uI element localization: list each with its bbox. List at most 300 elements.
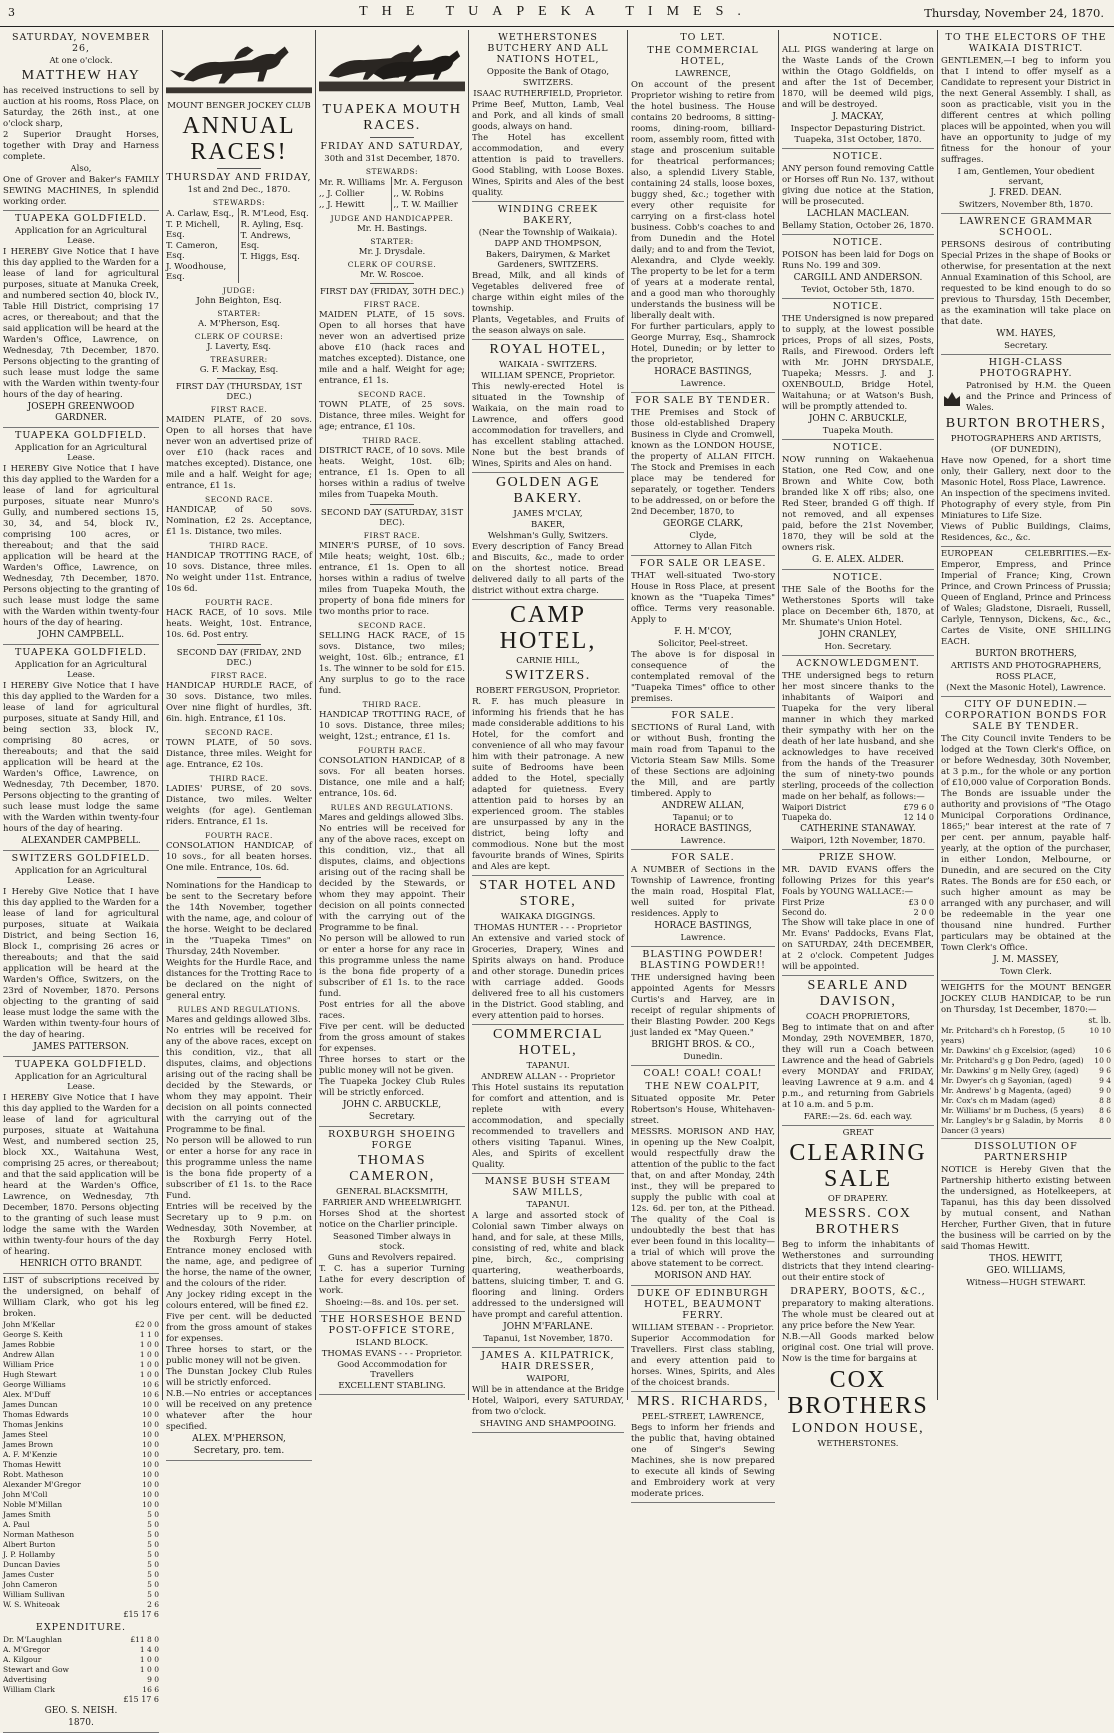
ad-proprietor: ISAAC RUTHERFIELD, Proprietor.	[473, 89, 623, 99]
row-amount: 10 6	[142, 1390, 159, 1399]
judge-heading: JUDGE AND HANDICAPPER.	[330, 214, 454, 223]
lease-signature: JAMES PATTERSON.	[33, 1042, 129, 1052]
rule-text: No person will be allowed to run or enter a horse for any race in this programme unless the name is the bona fide property of a subscriber of £1 1s. to the Race Fund.	[166, 1136, 312, 1201]
ad-subtitle: Situated opposite Mr. Peter Robertson's House, Whitehaven-street.	[631, 1094, 775, 1126]
lease-notice-4	[3, 1059, 159, 1274]
lease-text: I HEREBY Give Notice that I have this day applied to the Warden for a lease of land for agricultural purposes, situate at Manuka Creek, and numbered section 40, block IV., Table Hill District, comprising 17 acres, or thereabout; and that the said application will be heard at the Warden's Office, Lawrence, on Wednesday, 7th December, 1870. Persons objecting to the granting of such lease must lodge the same with the Warden within twenty-four hours of the day of hearing.	[3, 247, 159, 400]
notice-timber	[782, 301, 934, 440]
race-text: HANDICAP HURDLE RACE, of 30 sovs. Distance, two miles. Over nine flight of hurdles, 3ft. 6in. high. Entrance, £1 10s.	[166, 681, 312, 724]
expenditure-heading: EXPENDITURE.	[35, 1622, 127, 1633]
ad-text: EUROPEAN CELEBRITIES.—Ex-Emperor, Empress, and Prince Imperial of France; King, Crown Prince, and Crown Princess of Prussia; Queen of England, Prince and Princess of Wales; Gladstone, Disraeli, Russell, Carlyle, Tennyson, Dickens, &c., &c., Cartes de Visite, ONE SHILLING EACH.	[941, 549, 1111, 647]
forge-prices: Shoeing:—8s. and 10s. per set.	[325, 1298, 459, 1308]
royal-crest-icon	[941, 389, 963, 407]
clerk-heading: CLERK OF COURSE:	[194, 332, 284, 341]
list-row	[3, 1580, 159, 1590]
steward-name: T. Andrews, Esq.	[240, 231, 291, 251]
row-amount: 8 6	[1099, 1106, 1111, 1115]
subscription-rows	[3, 1320, 159, 1610]
list-row	[3, 1390, 159, 1400]
race-heading: THIRD RACE.	[209, 541, 269, 550]
row-name: Norman Matheson	[3, 1530, 75, 1539]
ad-role: Attorney to Allan Fitch	[653, 542, 753, 552]
notice-text: The Show will take place in one of Mr. Evans' Paddocks, Evans Flat, on SATURDAY, 24th DECEMBER, at 2 o'clock. Competent Judges will be appointed.	[782, 918, 934, 972]
list-row	[3, 1685, 159, 1695]
list-row	[3, 1550, 159, 1560]
row-name: Andrew Allan	[3, 1350, 55, 1359]
ad-closing: I am, Gentlemen, Your obedient servant,	[957, 167, 1095, 187]
for-sale-ad-2	[631, 852, 775, 947]
lease-signature: JOHN CAMPBELL.	[37, 630, 125, 640]
ad-firm-large: COX BROTHERS	[787, 1367, 929, 1419]
racehorses-engraving-icon	[319, 30, 465, 100]
ad-title: WEIGHTS for the MOUNT BENGER JOCKEY CLUB HANDICAP, to be run on Thursday, 1st December, 1870:—	[941, 983, 1111, 1015]
ad-role: Secretary.	[1004, 341, 1048, 351]
clerk-name: J. Laverty, Esq.	[207, 342, 271, 352]
column-7	[938, 30, 1114, 1400]
ad-text: The City Council invite Tenders to be lodged at the Town Clerk's Office, on or before Wednesday, 30th November, at 3 p.m., for the whole or any portion of £10,000 value of Corporation Bonds. The Bonds are issuable under the authority and provisions of "The Otago Municipal Corporations Ordinance, 1865;" bear interest at the rate of 7 per cent. per annum, payable half-yearly, at the option of the purchaser, in either London, Melbourne, or Dunedin, and are secured on the City Rates. The Bonds are for £50 each, or such higher amount as may be arranged with any purchaser, and will be redeemable in the year one thousand nine hundred. Further particulars may be obtained at the Town Clerk's Office.	[941, 734, 1111, 953]
row-amount: 1 4 0	[139, 1645, 159, 1654]
row-name: Mr. Pritchard's ch h Forestop, (5 years)	[941, 1026, 1066, 1045]
row-amount: 5 0	[147, 1590, 159, 1599]
forge-text: Seasoned Timber always in stock.	[333, 1232, 451, 1252]
row-name: A. F. M'Kenzie	[3, 1450, 58, 1459]
duke-of-edinburgh-hotel-ad	[631, 1288, 775, 1392]
row-amount: 1 0 0	[139, 1665, 159, 1674]
row-name: Mr. Pritchard's g g Don Pedro, (aged)	[941, 1056, 1084, 1065]
rule-text: Entries will be received by the Secretary up to 9 p.m. on Wednesday, 30th November, at the Roxburgh Ferry Hotel. Entrance money enclosed with the name, age, and pedigree of the horse, the name of the owner, and the colours of the rider.	[166, 1202, 312, 1289]
row-name: James Smith	[3, 1510, 51, 1519]
race-heading: FIRST RACE.	[363, 300, 421, 309]
ad-signature: HORACE BASTINGS,	[654, 921, 752, 931]
column-2	[163, 30, 315, 1456]
treasurer-heading: TREASURER:	[210, 355, 268, 364]
first-day-heading: FIRST DAY (FRIDAY, 30TH DEC.)	[319, 287, 465, 297]
row-amount: 5 0	[147, 1510, 159, 1519]
newspaper-title: THE TUAPEKA TIMES.	[359, 4, 755, 19]
mrs-richards-ad	[631, 1394, 775, 1503]
race-heading: THIRD RACE.	[209, 774, 269, 783]
ad-signature: J. M. MASSEY,	[993, 955, 1059, 965]
row-name: Mr. Williams' br m Duchess, (5 years)	[941, 1106, 1084, 1115]
corporation-bonds-ad	[941, 699, 1111, 981]
ad-title: THE NEW COALPIT,	[645, 1081, 761, 1092]
prize-show	[782, 852, 934, 976]
row-amount: 5 0	[147, 1560, 159, 1569]
ad-text: This Hotel sustains its reputation for comfort and attention, and is replete with every accommodation, and specially recommended to travellers and others visiting Tapanui. Wines, Ales, and Spirits of excellent Quality.	[472, 1083, 624, 1170]
list-row	[3, 1530, 159, 1540]
ad-subtitle: TAPANUI.	[526, 1061, 570, 1071]
dissolution-ad	[941, 1141, 1111, 1291]
lease-subtitle: Application for an Agricultural Lease.	[14, 226, 148, 246]
ad-text: SECTIONS of Rural Land, with or without Bush, fronting the main road from Tapanui to the Victoria Steam Saw Mills. Some of these Sections are adjoining the Mill, and are partly timbered. Apply to	[631, 723, 775, 799]
ad-text: Have now Opened, for a short time only, their Gallery, next door to the Masonic Hotel, Ross Place, Lawrence.	[941, 456, 1111, 488]
row-name: Duncan Davies	[3, 1560, 60, 1569]
row-amount: 9 0	[1099, 1086, 1111, 1095]
steward-name: R. Ayling, Esq.	[240, 220, 304, 230]
ad-text: Photography of every style, from Pin Miniatures to Life Size.	[941, 500, 1111, 521]
ad-text: Bakers, Dairymen, & Market Gardeners, SWITZERS.	[485, 250, 611, 270]
row-name: Tuapeka do.	[782, 813, 832, 822]
ad-text: Will be in attendance at the Bridge Hotel, Waipori, every SATURDAY, from two o'clock.	[472, 1385, 624, 1417]
ad-text: PERSONS desirous of contributing Special Prizes in the shape of Books or otherwise, for presentation at the next Annual Examination of this School, are requested to be kind enough to do so previous to Thursday, 15th December, as the examination will take place on that date.	[941, 240, 1111, 327]
row-name: A. Paul	[3, 1520, 30, 1529]
race-dates: 1st and 2nd Dec., 1870.	[187, 185, 291, 195]
notice-date: Tuapeka, 31st October, 1870.	[794, 135, 922, 145]
notice-heading: NOTICE.	[832, 301, 884, 312]
row-name: A. M'Gregor	[3, 1645, 50, 1654]
notice-text: MR. DAVID EVANS offers the following Prizes for this year's Foals by YOUNG WALLACE:—	[782, 865, 934, 897]
row-name: Waipori District	[782, 803, 847, 812]
notice-heading: NOTICE.	[832, 442, 884, 453]
list-row	[3, 1440, 159, 1450]
row-amount: 10 0	[1094, 1056, 1111, 1065]
subscription-list	[3, 1276, 159, 1733]
ad-text: Every description of Fancy Bread and Biscuits, &c., made to order on the shortest notice. Bread delivered daily to all parts of the district without extra charge.	[472, 542, 624, 596]
column-4	[469, 30, 627, 1429]
steward-name: Mr. R. Williams	[319, 178, 385, 188]
list-row	[3, 1330, 159, 1340]
notice-heading: ACKNOWLEDGMENT.	[796, 658, 920, 669]
list-row	[3, 1350, 159, 1360]
ad-place-2: (Next the Masonic Hotel), Lawrence.	[946, 683, 1106, 693]
ad-title: WINDING CREEK BAKERY,	[497, 204, 599, 226]
list-row	[3, 1460, 159, 1470]
ad-title: JAMES A. KILPATRICK, HAIR DRESSER,	[481, 1350, 615, 1372]
steward-name: T. Cameron, Esq.	[166, 241, 218, 261]
row-amount: £2 0 0	[135, 1320, 159, 1329]
list-row	[3, 1510, 159, 1520]
ad-firm: BURTON BROTHERS,	[975, 649, 1077, 659]
race-text: TOWN PLATE, of 50 sovs. Distance, three miles. Weight for age. Entrance, £2 10s.	[166, 738, 312, 770]
electors-ad	[941, 32, 1111, 214]
notice-text: NOW running on Wakaehenua Station, one Red Cow, and one Brown and White Cow, both branded like X off ribs; also, one Red Steer, branded G off thigh. If not removed, and all expenses paid, before the 21st November, 1870, they will be sold at the owners risk.	[782, 455, 934, 553]
ad-text: Superior Accommodation for Travellers. First class stabling, and every attention paid to horses. Wines, Spirits, and Ales of the choicest brands.	[631, 1334, 775, 1388]
notice-signature: JOHN CRANLEY,	[819, 630, 897, 640]
notice-text: THE undersigned begs to return her most sincere thanks to the inhabitants of Waipori and Tuapeka for the very liberal manner in which they marked their sympathy with her on the death of her late husband, and she acknowledges to have received from the hands of the Treasurer the sum of ninety-two pounds sterling, proceeds of the collection made on her behalf, as follows:—	[782, 671, 934, 802]
stewards-heading: STEWARDS:	[365, 167, 419, 176]
treasurer-name: G. F. Mackay, Esq.	[199, 365, 279, 375]
ad-title: CLEARING SALE	[789, 1140, 927, 1192]
rules-heading: RULES AND REGULATIONS.	[330, 803, 454, 812]
steward-name: ,, T. W. Maillier	[393, 200, 458, 210]
race-text: HANDICAP, of 50 sovs. Nomination, £2 2s. Acceptance, £1 1s. Distance, two miles.	[166, 505, 312, 537]
auction-ad	[3, 32, 159, 211]
race-heading: FOURTH RACE.	[205, 831, 273, 840]
row-amount: 5 0	[147, 1520, 159, 1529]
ad-heading: FOR SALE.	[671, 852, 735, 863]
list-row	[3, 1590, 159, 1600]
ad-title: ROYAL HOTEL,	[489, 342, 607, 357]
judge-heading: JUDGE:	[222, 286, 256, 295]
ad-proprietor: WILLIAM STEBAN - - Proprietor.	[631, 1323, 775, 1333]
issue-date: Thursday, November 24, 1870.	[924, 6, 1104, 20]
ad-text: The above is for disposal in consequence of the contemplated removal of the "Tuapeka Times" office to other premises.	[631, 650, 775, 704]
columns	[0, 30, 1114, 1728]
mount-benger-races-ad	[166, 30, 312, 1461]
lease-notice-1	[3, 213, 159, 428]
golden-age-bakery-ad	[472, 475, 624, 600]
notice-text: ANY person found removing Cattle or Horses off Run No. 137, without giving due notice at the Station, will be prosecuted.	[782, 164, 934, 207]
ad-place: Tapanui; or to	[672, 813, 734, 823]
steward-name: ,, J. Collier	[319, 189, 365, 199]
ad-text: THAT well-situated Two-story House in Ross Place, at present known as the "Tuapeka Times" office. Terms very reasonable. Apply to	[631, 571, 775, 625]
forge-text: Horses Shod at the shortest notice on the Charlier principle.	[319, 1209, 465, 1230]
ad-heading: TO LET.	[680, 32, 726, 43]
horseshoe-bend-ad	[319, 1314, 465, 1395]
notice-cattle	[782, 151, 934, 235]
row-name: John Cameron	[3, 1580, 58, 1589]
race-text: DISTRICT RACE, of 10 sovs. Mile heats. Weight, 10st. 6lb; entrance, £1 1s. Open to all horses within a radius of twelve miles from Tuapeka Mouth.	[319, 446, 465, 500]
ad-text: An extensive and varied stock of Groceries, Drapery, Wines and Spirits always on hand. Produce and other storage. Dunedin prices with carriage added. Goods delivered free to all his customers in the District. Good stabling, and every attention paid to horses.	[472, 934, 624, 1021]
ad-witness: Witness—HUGH STEWART.	[966, 1278, 1086, 1288]
ad-proprietor: ROBERT FERGUSON, Proprietor.	[475, 686, 621, 696]
race-heading: SECOND RACE.	[204, 728, 274, 737]
ad-text: NOTICE is Hereby Given that the Partnership hitherto existing between the undersigned, as Hotelkeepers, at Tapanui, has this day been dissolved by mutual consent, and Nathan Hercher, Further Given, that in future the business will be carried on by the said Thomas Hewitt.	[941, 1165, 1111, 1252]
rule-text: Five per cent. will be deducted from the gross amount of stakes for expenses.	[319, 1022, 465, 1054]
second-day-races	[166, 671, 312, 874]
race-days: THURSDAY AND FRIDAY,	[166, 172, 312, 183]
second-day-heading: SECOND DAY (SATURDAY, 31ST DEC).	[320, 508, 464, 528]
lease-notice-2	[3, 430, 159, 645]
ad-text: preparatory to making alterations. The whole must be cleared out at any price before the New Year.	[782, 1299, 934, 1331]
row-name: Mr. Dawkins' g m Nelly Grey, (aged)	[941, 1066, 1079, 1075]
notice-heading: NOTICE.	[832, 32, 884, 43]
notice-date: Bellamy Station, October 26, 1870.	[782, 221, 934, 231]
lease-subtitle: Application for an Agricultural Lease.	[14, 1072, 148, 1092]
ad-signature: F. H. M'COY,	[674, 627, 732, 637]
weights-rows	[941, 1026, 1111, 1136]
race-text: LADIES' PURSE, of 20 sovs. Distance, two miles. Welter weights (for age). Gentleman riders. Entrance, £1 1s.	[166, 784, 312, 827]
clerk-heading: CLERK OF COURSE.	[347, 260, 437, 269]
row-amount: 1 0 0	[139, 1350, 159, 1359]
lease-subtitle: Application for an Agricultural Lease.	[14, 660, 148, 680]
ad-place: Welshman's Gully, Switzers.	[487, 531, 609, 541]
notice-heading: NOTICE.	[832, 572, 884, 583]
row-amount: 5 0	[147, 1530, 159, 1539]
ad-date: Tapanui, 1st November, 1870.	[483, 1334, 613, 1344]
steward-name: J. Woodhouse, Esq.	[166, 262, 227, 282]
ad-text: An inspection of the specimens invited.	[941, 489, 1111, 499]
row-name: Mr. Dawkins' ch g Excelsior, (aged)	[941, 1046, 1076, 1055]
nominations-text: Nominations for the Handicap to be sent to the Secretary before the 14th November, together with the name, age, and colour of the horse. Weight to be declared in the "Tuapeka Times" on Thursday, 24th November.	[166, 881, 312, 957]
lease-signature: JOSEPH GREENWOOD GARDNER.	[27, 402, 135, 423]
ad-text: The Hotel has excellent accommodation, and every attention is paid to travellers. Good Stabling, with Loose Boxes. Wines, Spirits and Ales of the best quality.	[472, 133, 624, 198]
expenditure-signature: GEO. S. NEISH.	[44, 1706, 118, 1716]
race-text: HACK RACE, of 10 sovs. Mile heats. Weight, 10st. Entrance, 10s. 6d. Post entry.	[166, 608, 312, 640]
ad-text: Beg to intimate that on and after Monday, 29th NOVEMBER, 1870, they will run a Coach between Lawrence and the head of Gabriels every MONDAY and FRIDAY, leaving Lawrence at 9 a.m. and 4 p.m., and returning from Gabriels at 10 a.m. and 5 p.m.	[782, 1023, 934, 1110]
ad-text: Bread, Milk, and all kinds of Vegetables delivered free of charge within eight miles of the township.	[472, 271, 624, 314]
ad-proprietor: DAPP AND THOMPSON,	[494, 239, 602, 249]
lease-text: I HEREBY Give Notice that I have this day applied to the Warden for a lease of land for agricultural purposes, situate near Munro's Gully, and numbered sections 15, 30, 34, and 54, block IV., comprising 100 acres, or thereabout; and that the said application will be heard at the Warden's Office, Lawrence, on Wednesday, 7th December, 1870. Persons objecting to the granting of such lease must lodge the same with the Warden within twenty-four hours of the day of hearing.	[3, 464, 159, 628]
clearing-sale-ad	[782, 1128, 934, 1452]
auction-also: Also,	[70, 164, 92, 174]
list-row	[3, 1320, 159, 1330]
race-heading: FOURTH RACE.	[205, 598, 273, 607]
ad-proprietor: ANDREW ALLAN - - Proprietor	[480, 1072, 616, 1082]
races-title: ANNUAL RACES!	[182, 113, 296, 165]
list-row	[3, 1380, 159, 1390]
row-name: Robt. Matheson	[3, 1470, 64, 1479]
ad-text: Begs to inform her friends and the public that, having obtained one of Singer's Sewing Machines, she is now prepared to execute all kinds of Sewing and Embroidery work at very moderate prices.	[631, 1423, 775, 1499]
lease-text: I Hereby Give Notice that I have this day applied to the Warden for a lease of land for agricultural purposes, situate at Waikaia District, and being Section 16, Block I., comprising 26 acres or thereabouts; and that the said application will be heard at the Warden's Office, Switzers, on the 23rd of November, 1870. Persons objecting to the granting of said lease must lodge the same with the Warden within twenty-four hours of the day of hearing.	[3, 887, 159, 1040]
forge-text: T. C. has a superior Turning Lathe for every description of work.	[319, 1264, 465, 1296]
list-row	[941, 1066, 1111, 1076]
row-amount: 1 0 0	[139, 1655, 159, 1664]
row-amount: 9 0	[147, 1675, 159, 1684]
ad-text: On account of the present Proprietor wishing to retire from the hotel business. The House contains 20 bedrooms, 8 sitting-rooms, dining-room, billiard-room, assembly room, fitted with stage and proscenium suitable for theatrical performances; also, a splendid Livery Stable, containing 24 stalls, loose boxes, buggy shed, &c.; together with every other requisite for carrying on a first-class hotel business. Cobb's coaches to and from Dunedin and the Hotel daily; and to and from the Teviot, Alexandra, and Clyde weekly. The property to be let for a term of years at a moderate rental, and a good man who thoroughly understands the business will be liberally dealt with.	[631, 80, 775, 321]
list-row	[3, 1655, 159, 1665]
race-text: TOWN PLATE, of 25 sovs. Distance, three miles. Weight for age; entrance, £1 10s.	[319, 400, 465, 432]
ad-subtitle: BAKER,	[530, 520, 566, 530]
row-amount: 10 0	[142, 1500, 159, 1509]
list-row	[941, 1106, 1111, 1116]
first-day-races	[166, 405, 312, 641]
list-row	[3, 1560, 159, 1570]
ad-title: GOLDEN AGE BAKERY.	[495, 475, 601, 506]
coach-fare: FARE:—2s. 6d. each way.	[803, 1112, 913, 1122]
list-row	[941, 1096, 1111, 1106]
ad-text: For further particulars, apply to George Murray, Esq., Shamrock Hotel, Dunedin; or by letter to the proprietor,	[631, 322, 775, 365]
rule-text: Any jockey riding except in the colours entered, will be fined £2.	[166, 1290, 312, 1311]
ad-text: Beg to inform the inhabitants of Wetherstones and surrounding districts that they intend clearing-out their entire stock of	[782, 1240, 934, 1283]
ad-subtitle: WAIPORI,	[526, 1374, 570, 1384]
steward-name: Mr. A. Ferguson	[393, 178, 463, 188]
row-name: Alexander M'Gregor	[3, 1480, 81, 1489]
lease-title: SWITZERS GOLDFIELD.	[11, 853, 151, 864]
ad-kicker: GREAT	[842, 1128, 874, 1138]
column-5	[628, 30, 778, 1499]
expenditure-year: 1870.	[68, 1718, 94, 1728]
row-amount: 2 0 0	[913, 908, 934, 917]
rule-text: Mares and geldings allowed 3lbs.	[319, 813, 464, 823]
row-amount: 1 1 0	[139, 1330, 159, 1339]
lease-title: TUAPEKA GOLDFIELD.	[14, 1059, 148, 1070]
row-amount: 9 6	[1099, 1066, 1111, 1075]
stewards-list	[319, 177, 465, 211]
ad-text: A NUMBER of Sections in the Township of Lawrence, fronting the main road, Hospital Flat, well suited for private residences. Apply to	[631, 865, 775, 919]
rule-text: The Tuapeka Jockey Club Rules will be strictly enforced.	[319, 1077, 465, 1098]
row-amount: 5 0	[147, 1580, 159, 1589]
row-name: James Custer	[3, 1570, 54, 1579]
list-row	[3, 1600, 159, 1610]
row-amount: 9 4	[1099, 1076, 1111, 1085]
notice-text: POISON has been laid for Dogs on Runs No. 199 and 309.	[782, 250, 934, 271]
ad-place: SWITZERS.	[505, 668, 591, 683]
secretary-signature: JOHN C. ARBUCKLE,	[342, 1100, 442, 1110]
list-row	[3, 1470, 159, 1480]
row-amount: 1 0 0	[139, 1340, 159, 1349]
notice-text: THE Sale of the Booths for the Wetherstones Sports will take place on December 6th, 1870, at Mr. Shumate's Union Hotel.	[782, 585, 934, 628]
saw-mills-ad	[472, 1176, 624, 1348]
camp-hotel-ad	[472, 602, 624, 876]
butchery-ad	[472, 32, 624, 202]
ad-subtitle: ARTISTS AND PHOTOGRAPHERS,	[950, 661, 1102, 671]
row-amount: 10 0	[142, 1440, 159, 1449]
royal-hotel-ad	[472, 342, 624, 473]
starter-name: A. M'Pherson, Esq.	[198, 319, 280, 329]
row-name: James Robbie	[3, 1340, 55, 1349]
ad-signature: BRIGHT BROS. & CO.,	[651, 1040, 755, 1050]
list-row	[941, 1116, 1111, 1136]
ad-subtitle: Opposite the Bank of Otago,	[486, 67, 610, 77]
row-amount: 5 0	[147, 1570, 159, 1579]
row-name: Dr. M'Laughlan	[3, 1635, 62, 1644]
sale-or-lease-ad	[631, 558, 775, 708]
list-row	[3, 1480, 159, 1490]
ad-subtitle-2: (OF DUNEDIN),	[990, 445, 1062, 455]
ad-title: TO THE ELECTORS OF THE WAIKAIA DISTRICT.	[945, 32, 1107, 54]
photography-ad	[941, 357, 1111, 547]
ad-place: Lawrence.	[680, 836, 726, 846]
auction-lot-1: 2 Superior Draught Horses, together with Dray and Harness complete.	[3, 130, 159, 162]
coal-ad	[631, 1068, 775, 1286]
to-let-ad	[631, 32, 775, 393]
ad-place: SWITZERS.	[522, 78, 574, 88]
row-amount: 10 0	[142, 1470, 159, 1479]
ad-firm: BURTON BROTHERS,	[945, 416, 1107, 431]
row-amount: 10 0	[142, 1460, 159, 1469]
weights-header: st. lb.	[1088, 1016, 1111, 1025]
row-name: Thomas Jenkins	[3, 1420, 64, 1429]
rule-text: Mares and geldings allowed 3lbs.	[166, 1015, 311, 1025]
list-row	[782, 803, 934, 813]
list-row	[3, 1370, 159, 1380]
ad-title: CAMP HOTEL,	[499, 602, 597, 654]
ad-title: HIGH-CLASS PHOTOGRAPHY.	[979, 357, 1073, 379]
list-row	[782, 898, 934, 908]
list-row	[941, 1056, 1111, 1066]
list-row	[3, 1665, 159, 1675]
store-location: ISLAND BLOCK.	[355, 1338, 429, 1348]
coach-ad	[782, 978, 934, 1126]
expenditure-rows	[3, 1635, 159, 1695]
ad-signature: J. FRED. DEAN.	[990, 188, 1062, 198]
ad-signature: WM. HAYES,	[996, 329, 1056, 339]
for-sale-ad-1	[631, 710, 775, 850]
lease-notice-switzers	[3, 853, 159, 1057]
row-amount: 10 10	[1089, 1026, 1111, 1035]
ad-subtitle: OF DRAPERY.	[827, 1194, 889, 1204]
row-name: Hugh Stewart	[3, 1370, 57, 1379]
lease-signature: HENRICH OTTO BRANDT.	[19, 1259, 143, 1269]
list-row	[3, 1420, 159, 1430]
rule-text: The Dunstan Jockey Club Rules will be strictly enforced.	[166, 1367, 312, 1388]
lease-subtitle: Application for an Agricultural Lease.	[14, 866, 148, 886]
row-amount: £3 0 0	[908, 898, 934, 907]
ad-role: Solicitor, Peel-street.	[658, 639, 748, 649]
row-amount: 1 0 0	[139, 1360, 159, 1369]
race-text: SELLING HACK RACE, of 15 sovs. Distance, two miles; weight, 10st. 6lb.; entrance, £1 1s. The winner to be sold for £15. Any surplus to go to the race fund.	[319, 631, 465, 696]
row-name: First Prize	[782, 898, 825, 907]
ad-text: Plants, Vegetables, and Fruits of the season always on sale.	[472, 315, 624, 336]
ad-place: WETHERSTONES.	[817, 1439, 899, 1449]
row-name: George Williams	[3, 1380, 66, 1389]
row-name: Mr. Dwyer's ch g Sayonian, (aged)	[941, 1076, 1072, 1085]
forge-trade: GENERAL BLACKSMITH,	[335, 1187, 449, 1197]
list-row	[3, 1570, 159, 1580]
row-name: James Duncan	[3, 1400, 58, 1409]
row-amount: 1 0 0	[139, 1370, 159, 1379]
row-amount: 2 6	[147, 1600, 159, 1609]
ad-place: Lawrence.	[680, 379, 726, 389]
ad-subtitle: TAPANUI.	[526, 1200, 570, 1210]
notice-heading: NOTICE.	[832, 237, 884, 248]
row-amount: £79 6 0	[903, 803, 934, 812]
secretary-title: Secretary.	[368, 1112, 416, 1122]
judge-name: Mr. H. Bastings.	[357, 224, 427, 234]
list-row	[3, 1400, 159, 1410]
row-amount: 12 14 0	[903, 813, 934, 822]
